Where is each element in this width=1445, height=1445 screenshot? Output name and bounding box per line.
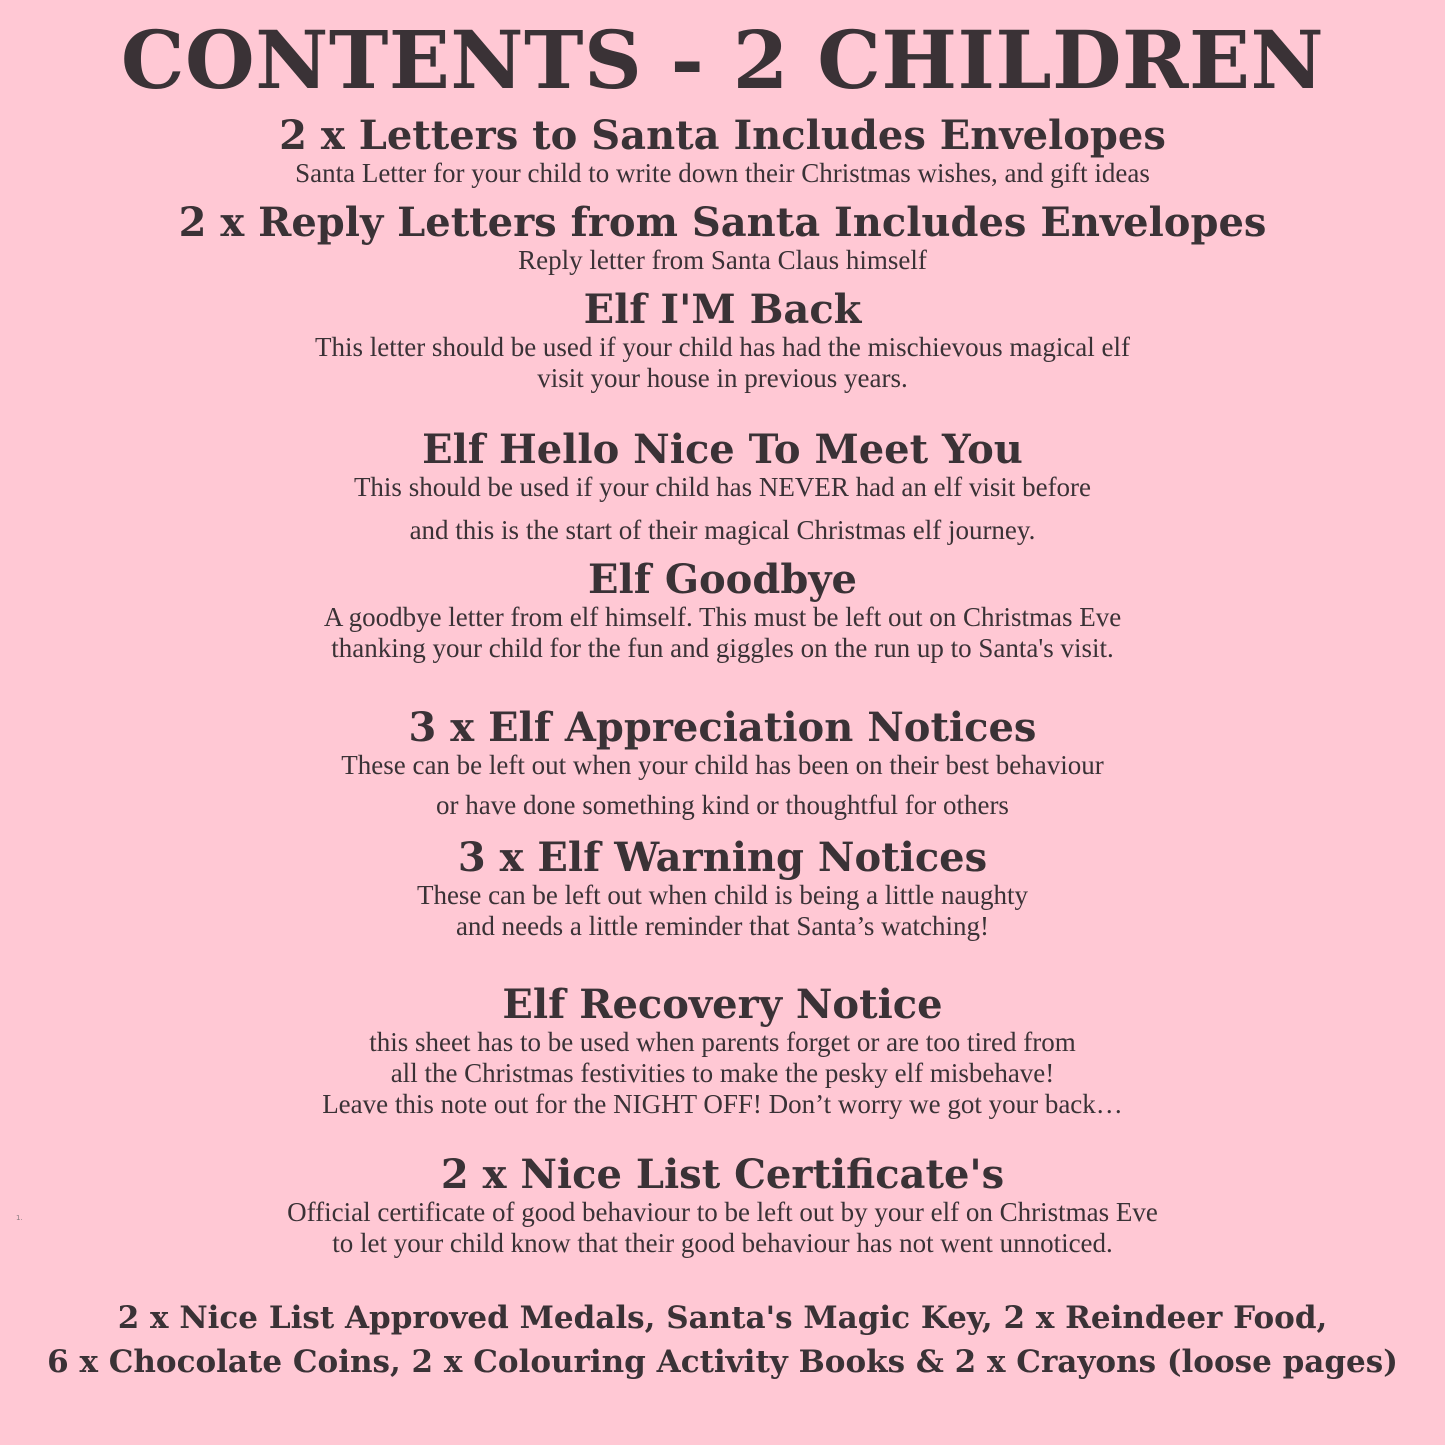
page-title: CONTENTS - 2 CHILDREN <box>120 13 1325 107</box>
footer-line: 2 x Nice List Approved Medals, Santa's Magic Key, 2 x Reindeer Food, <box>117 1300 1328 1336</box>
section-recovery-notice <box>0 983 1445 1120</box>
section-appreciation-notices <box>0 706 1445 821</box>
section-description-line: Official certificate of good behaviour to be left out by your elf on Christmas Eve <box>287 1197 1158 1227</box>
stray-mark: 1. <box>16 1214 23 1222</box>
section-description-line: A goodbye letter from elf himself. This must be left out on Christmas Eve <box>323 602 1122 632</box>
footer-line: 6 x Chocolate Coins, 2 x Colouring Activity Books & 2 x Crayons (loose pages) <box>47 1344 1398 1380</box>
section-description-line: These can be left out when your child has been on their best behaviour <box>341 750 1104 780</box>
section-reply-letters <box>0 201 1445 276</box>
section-description-line: This letter should be used if your child has had the mischievous magical elf <box>314 332 1131 362</box>
section-description-line: visit your house in previous years. <box>537 363 908 393</box>
section-description-line: Santa Letter for your child to write down their Christmas wishes, and gift ideas <box>295 158 1150 188</box>
section-heading: 2 x Reply Letters from Santa Includes Envelopes <box>178 199 1267 246</box>
section-description-line: This should be used if your child has NEVER had an elf visit before <box>353 472 1092 502</box>
extras-footer <box>0 1296 1445 1384</box>
section-description-line: to let your child know that their good behaviour has not went unnoticed. <box>332 1228 1113 1258</box>
section-description-line: or have done something kind or thoughtful for others <box>436 790 1009 820</box>
section-heading: Elf Recovery Notice <box>502 981 943 1028</box>
section-heading: Elf I'M Back <box>583 286 862 333</box>
section-elf-hello <box>0 428 1445 551</box>
section-description-line: Reply letter from Santa Claus himself <box>518 245 927 275</box>
section-heading: 3 x Elf Appreciation Notices <box>408 704 1037 751</box>
section-description-line: this sheet has to be used when parents forget or are too tired from <box>369 1027 1076 1057</box>
section-description-line: and needs a little reminder that Santa’s watching! <box>455 911 990 941</box>
section-letters-to-santa <box>0 114 1445 189</box>
section-heading: Elf Hello Nice To Meet You <box>422 426 1023 473</box>
section-description-line: all the Christmas festivities to make the pesky elf misbehave! <box>390 1058 1055 1088</box>
section-description-line: and this is the start of their magical Christmas elf journey. <box>409 515 1036 545</box>
section-description-line: These can be left out when child is being a little naughty <box>416 880 1029 910</box>
section-nice-list-certificates <box>0 1153 1445 1259</box>
section-elf-im-back <box>0 288 1445 394</box>
section-heading: 2 x Nice List Certificate's <box>440 1151 1005 1198</box>
section-description-line: thanking your child for the fun and giggles on the run up to Santa's visit. <box>331 633 1114 663</box>
section-heading: 2 x Letters to Santa Includes Envelopes <box>279 112 1166 159</box>
section-heading: 3 x Elf Warning Notices <box>457 834 988 881</box>
section-description-line: Leave this note out for the NIGHT OFF! Don’t worry we got your back… <box>322 1089 1123 1119</box>
section-heading: Elf Goodbye <box>588 556 857 603</box>
section-elf-goodbye <box>0 558 1445 664</box>
section-warning-notices <box>0 836 1445 942</box>
